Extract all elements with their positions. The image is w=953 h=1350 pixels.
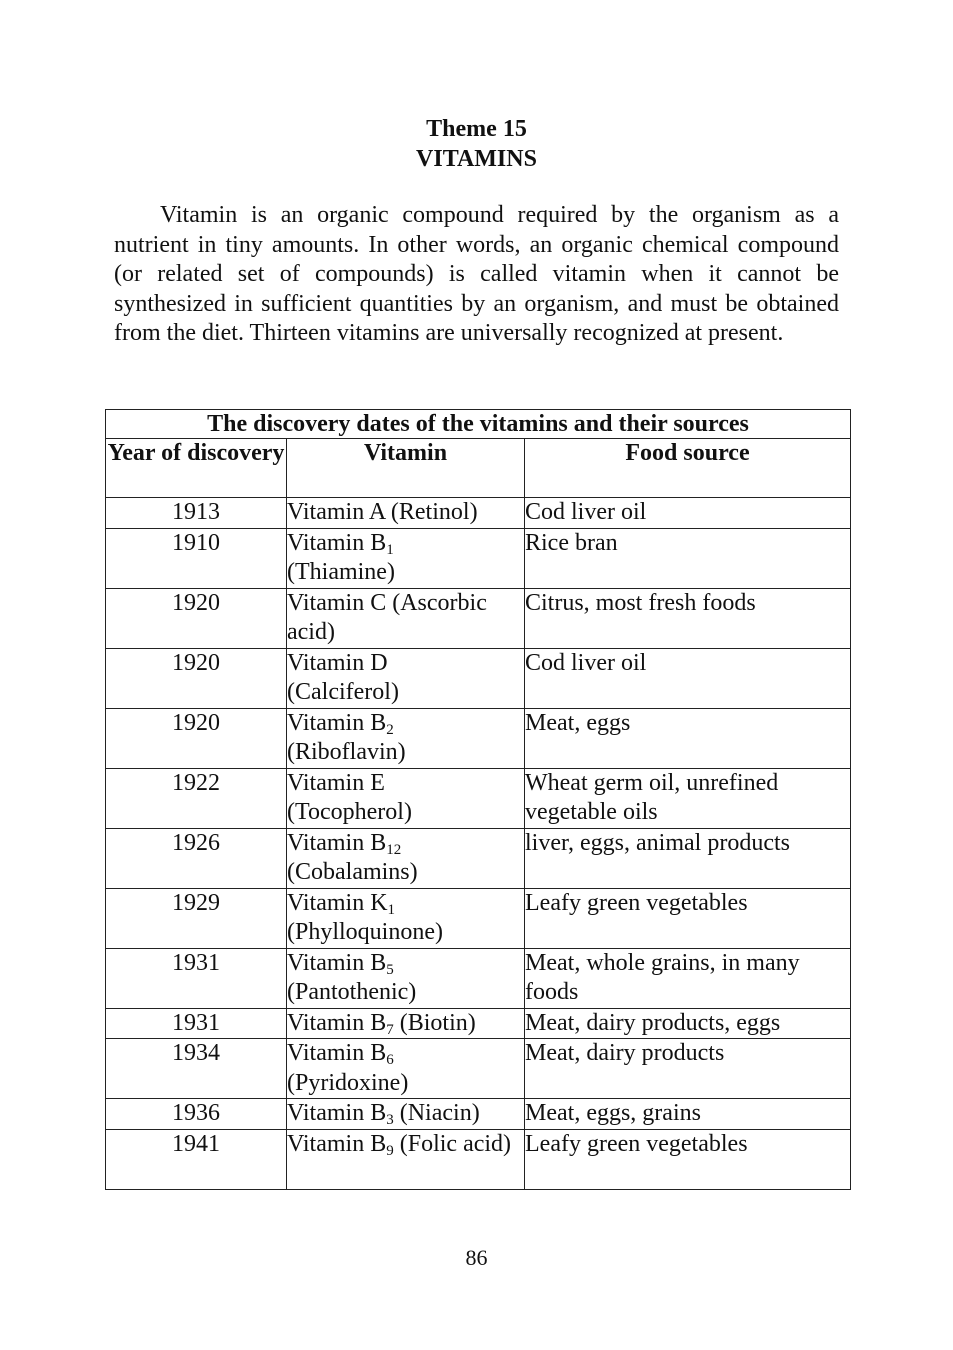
vitamin-name: Vitamin C [287,589,387,616]
vitamin-chemical-name: (Retinol) [390,499,478,525]
year-cell: 1926 [106,828,287,888]
vitamin-subscript: 1 [387,901,396,918]
year-cell: 1920 [106,708,287,768]
vitamin-chemical-name: (Biotin) [399,1009,476,1036]
food-cell: Leafy green vegetables [525,1129,851,1189]
vitamin-name: Vitamin K [287,889,388,916]
vitamin-cell [287,528,525,588]
table-row [106,828,851,888]
table-row [106,948,851,1008]
vitamin-name: Vitamin B [287,1040,387,1066]
table-row [106,1039,851,1099]
year-cell: 1929 [106,888,287,948]
vitamin-subscript: 6 [386,1052,394,1068]
year-cell: 1922 [106,768,287,828]
vitamin-cell [287,648,525,708]
vitamin-cell [287,1039,525,1099]
page-heading [0,114,953,174]
vitamin-chemical-name: (Ascorbic acid) [287,589,487,645]
food-cell: Meat, whole grains, in many foods [525,948,851,1008]
vitamin-name: Vitamin E [287,769,385,796]
year-cell: 1913 [106,498,287,529]
page-title: VITAMINS [416,146,537,172]
vitamin-name: Vitamin B [287,1009,387,1036]
vitamin-name: Vitamin B [287,1100,387,1126]
vitamin-chemical-name: (Pyridoxine) [287,1069,409,1096]
vitamin-cell [287,1008,525,1039]
year-cell: 1920 [106,588,287,648]
table-row [106,498,851,529]
vitamin-name: Vitamin B [287,829,387,856]
vitamin-chemical-name: (Tocopherol) [287,799,412,825]
vitamin-subscript: 9 [386,1142,394,1159]
table-row [106,1129,851,1189]
vitamin-cell [287,1129,525,1189]
vitamin-chemical-name: (Riboflavin) [287,739,406,765]
table-row [106,768,851,828]
vitamin-name: Vitamin A [287,499,385,525]
food-cell: Rice bran [525,528,851,588]
vitamin-subscript: 5 [386,961,394,978]
table-row [106,888,851,948]
vitamin-cell [287,888,525,948]
intro-paragraph: Vitamin is an organic compound required by the organism as a nutrient in tiny amounts. In other words, an organic chemical compound (or related set of compounds) is called vitamin when it cannot be synthesized in sufficient quantities by an organism, and must be obtained from the diet. Thirteen vitamins are universally recognized at present. [114,202,839,347]
food-cell: liver, eggs, animal products [525,828,851,888]
vitamin-chemical-name: (Folic acid) [399,1130,512,1157]
table-row [106,1008,851,1039]
vitamin-name: Vitamin B [287,1130,387,1157]
food-cell: Meat, dairy products [525,1039,851,1099]
table-caption: The discovery dates of the vitamins and their sources [106,410,851,439]
table-row [106,528,851,588]
year-cell: 1910 [106,528,287,588]
vitamin-chemical-name: (Pantothenic) [287,979,417,1005]
table-row [106,1099,851,1130]
theme-label: Theme 15 [426,116,527,142]
table-row [106,588,851,648]
vitamin-cell [287,828,525,888]
food-cell: Meat, dairy products, eggs [525,1008,851,1039]
vitamin-name: Vitamin B [287,949,387,976]
vitamin-cell [287,948,525,1008]
vitamin-cell [287,768,525,828]
vitamin-chemical-name: (Niacin) [399,1100,480,1126]
vitamin-subscript: 2 [386,721,394,738]
vitamin-chemical-name: (Phylloquinone) [287,919,443,945]
vitamin-subscript: 3 [386,1112,394,1128]
vitamin-name: Vitamin B [287,709,387,736]
food-cell: Citrus, most fresh foods [525,588,851,648]
vitamin-chemical-name: (Thiamine) [287,559,395,585]
food-cell: Meat, eggs [525,708,851,768]
table-row [106,708,851,768]
vitamin-subscript: 7 [386,1021,394,1038]
year-cell: 1931 [106,1008,287,1039]
year-cell: 1931 [106,948,287,1008]
vitamin-chemical-name: (Calciferol) [287,679,399,705]
vitamin-name: Vitamin B [287,529,387,556]
food-cell: Cod liver oil [525,648,851,708]
year-cell: 1920 [106,648,287,708]
food-cell: Cod liver oil [525,498,851,529]
food-cell: Meat, eggs, grains [525,1099,851,1130]
table-row [106,648,851,708]
vitamin-cell [287,1099,525,1130]
year-cell: 1936 [106,1099,287,1130]
vitamin-subscript: 12 [386,841,402,858]
vitamin-cell [287,588,525,648]
column-header-food: Food source [525,439,851,498]
column-header-year: Year of discovery [106,439,287,498]
page-number: 86 [465,1245,488,1270]
vitamin-cell [287,708,525,768]
vitamins-table [105,409,851,1190]
food-cell: Leafy green vegetables [525,888,851,948]
year-cell: 1941 [106,1129,287,1189]
column-header-vitamin: Vitamin [287,439,525,498]
vitamin-chemical-name: (Cobalamins) [287,859,418,885]
vitamin-subscript: 1 [386,541,394,558]
food-cell: Wheat germ oil, unrefined vegetable oils [525,768,851,828]
year-cell: 1934 [106,1039,287,1099]
vitamin-cell [287,498,525,529]
vitamin-name: Vitamin D [287,649,388,676]
